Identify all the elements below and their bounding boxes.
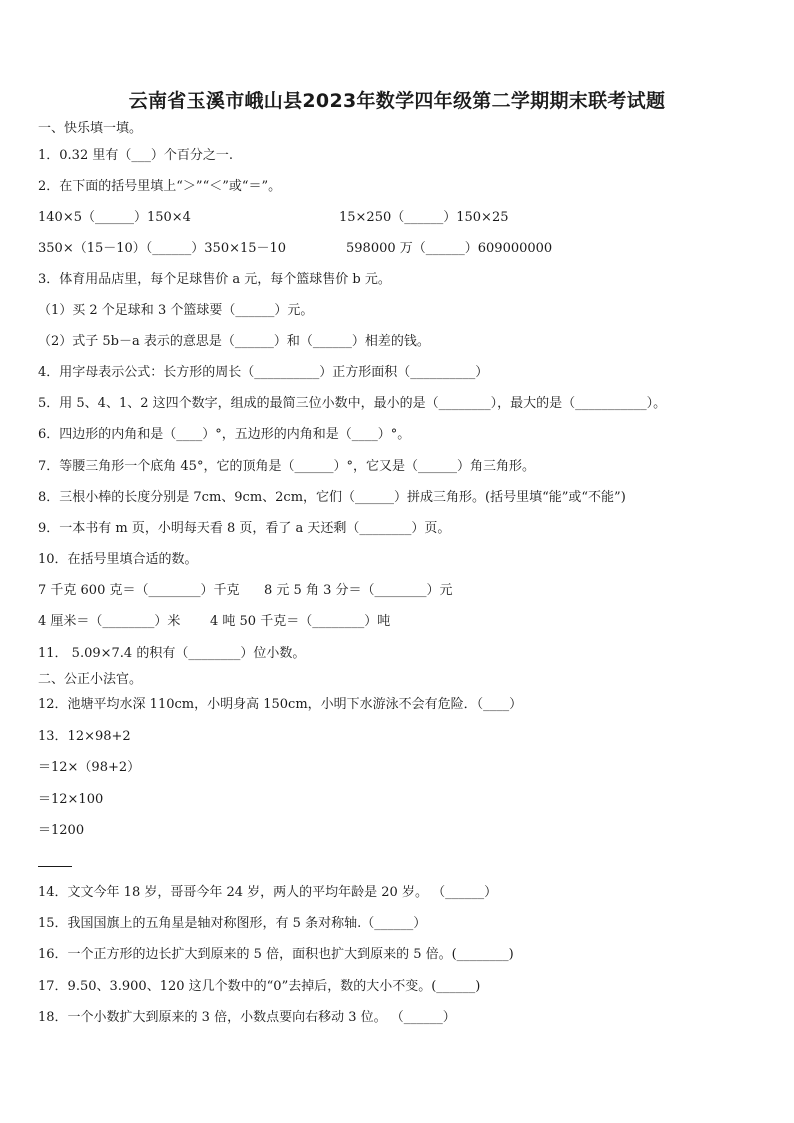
question-17: 17．9.50、3.900、120 这几个数中的“0”去掉后，数的大小不变。(______): [38, 979, 481, 994]
question-14: 14．文文今年 18 岁，哥哥今年 24 岁，两人的平均年龄是 20 岁。 （______）: [38, 885, 498, 900]
question-9: 9．一本书有 m 页，小明每天看 8 页，看了 a 天还剩（________）页。: [38, 521, 451, 536]
question-12: 12．池塘平均水深 110cm，小明身高 150cm，小明下水游泳不会有危险．（____）: [38, 697, 523, 712]
question-1: 1．0.32 里有（___）个百分之一.: [38, 148, 233, 163]
question-10-item-a: 7 千克 600 克＝（________）千克: [38, 583, 240, 598]
question-2-item-d: 598000 万（______）609000000: [346, 241, 553, 256]
question-7: 7．等腰三角形一个底角 45°，它的顶角是（______）°，它又是（______）角三角形。: [38, 459, 535, 474]
question-18: 18．一个小数扩大到原来的 3 倍，小数点要向右移动 3 位。 （______）: [38, 1010, 456, 1025]
question-10-item-b: 8 元 5 角 3 分＝（________）元: [264, 583, 453, 598]
question-13-step-1: ＝12×（98+2）: [38, 760, 141, 775]
section-heading-2: 二、公正小法官。: [38, 672, 143, 687]
question-10-item-d: 4 吨 50 千克＝（________）吨: [210, 614, 391, 629]
question-3-part-1: （1）买 2 个足球和 3 个篮球要（______）元。: [38, 303, 314, 318]
question-5: 5．用 5、4、1、2 这四个数字，组成的最简三位小数中，最小的是（________），最大的是（___________）。: [38, 396, 667, 411]
question-4: 4．用字母表示公式：长方形的周长（__________）正方形面积（__________）: [38, 365, 489, 380]
answer-blank-line: [38, 866, 72, 867]
page-title: 云南省玉溪市峨山县2023年数学四年级第二学期期末联考试题: [128, 90, 666, 112]
question-13-step-2: ＝12×100: [38, 792, 104, 807]
question-16: 16．一个正方形的边长扩大到原来的 5 倍，面积也扩大到原来的 5 倍。(________): [38, 947, 514, 962]
question-3: 3．体育用品店里，每个足球售价 a 元，每个篮球售价 b 元。: [38, 272, 391, 287]
question-10: 10．在括号里填合适的数。: [38, 552, 198, 567]
question-13: 13．12×98+2: [38, 729, 131, 744]
question-3-part-2: （2）式子 5b－a 表示的意思是（______）和（______）相差的钱。: [38, 334, 430, 349]
question-2-item-a: 140×5（______）150×4: [38, 210, 191, 225]
question-2-item-b: 15×250（______）150×25: [339, 210, 509, 225]
question-6: 6．四边形的内角和是（____）°，五边形的内角和是（____）°。: [38, 427, 411, 442]
question-8: 8．三根小棒的长度分别是 7cm、9cm、2cm，它们（______）拼成三角形。(括号里填“能”或“不能”): [38, 490, 626, 505]
question-13-step-3: ＝1200: [38, 823, 85, 838]
question-10-item-c: 4 厘米＝（________）米: [38, 614, 181, 629]
question-15: 15．我国国旗上的五角星是轴对称图形，有 5 条对称轴.（______）: [38, 916, 427, 931]
question-11: 11． 5.09×7.4 的积有（________）位小数。: [38, 646, 306, 661]
question-2: 2．在下面的括号里填上“＞”“＜”或“＝”。: [38, 179, 282, 194]
question-2-item-c: 350×（15－10）（______）350×15－10: [38, 241, 287, 256]
section-heading-1: 一、快乐填一填。: [38, 121, 143, 136]
